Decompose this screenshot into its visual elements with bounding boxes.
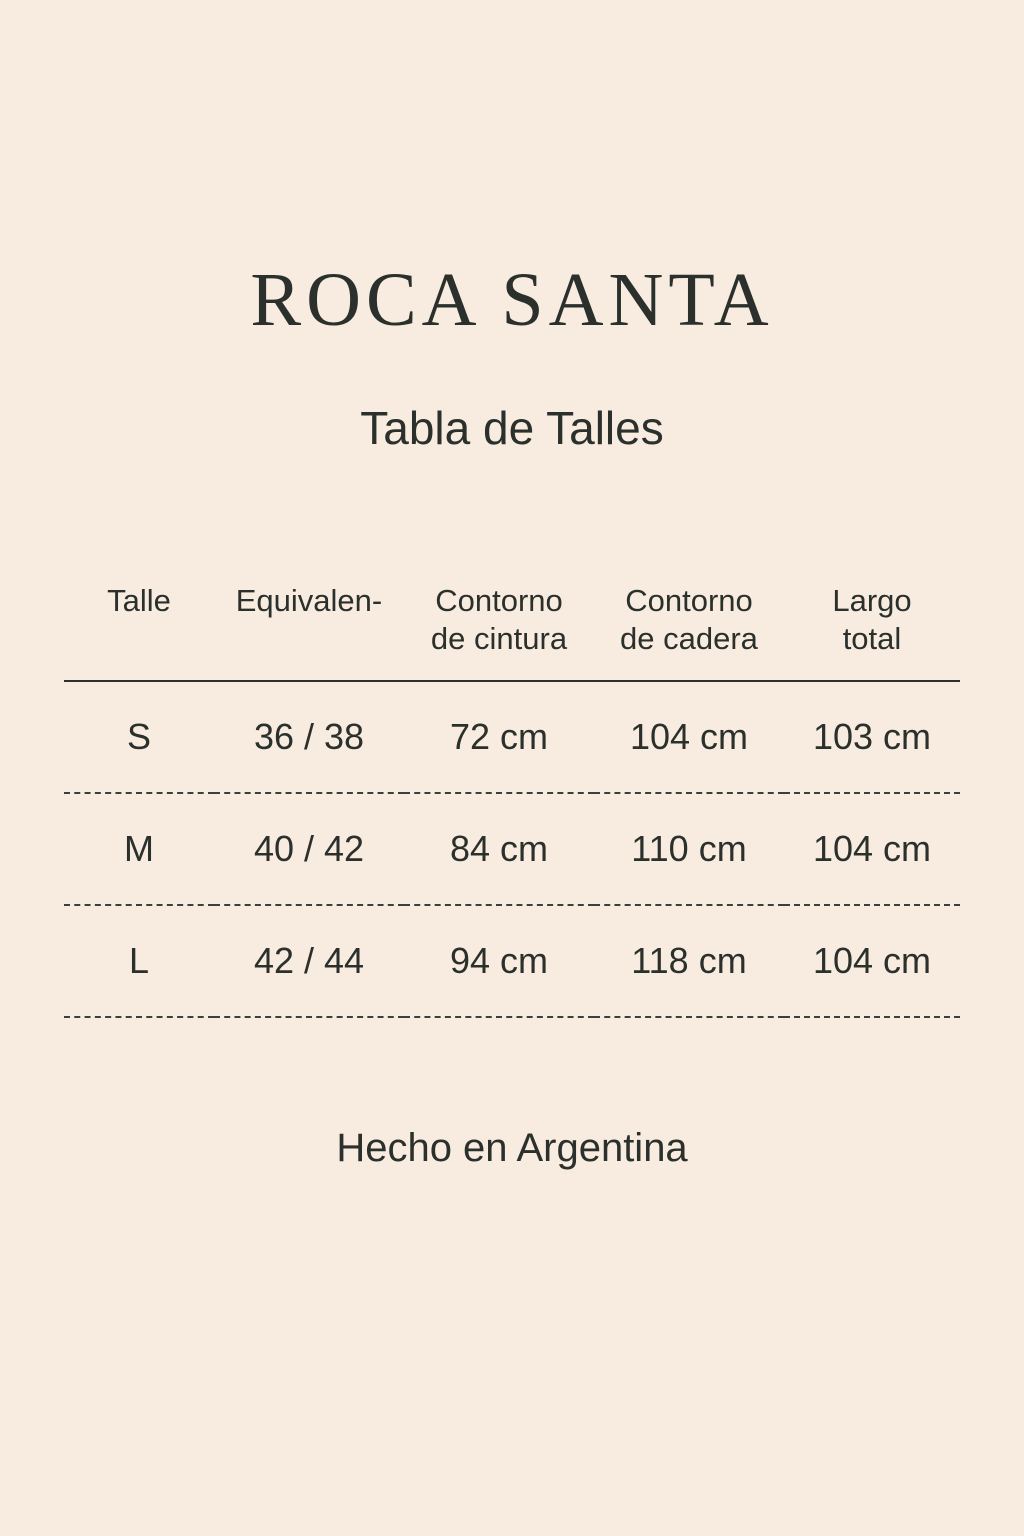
column-header-largo-total-line1: Largo <box>832 583 912 618</box>
column-header-talle-line1: Talle <box>107 583 171 618</box>
cell-contorno-cadera: 118 cm <box>594 905 784 1017</box>
footer-text: Hecho en Argentina <box>336 1126 688 1170</box>
page-subtitle: Tabla de Talles <box>360 402 664 454</box>
size-table-container <box>64 582 960 1018</box>
cell-contorno-cintura: 72 cm <box>404 681 594 793</box>
cell-equivalencia: 42 / 44 <box>214 905 404 1017</box>
column-header-largo-total-line2: total <box>842 621 902 656</box>
table-header-row <box>64 582 960 681</box>
size-table-head <box>64 582 960 681</box>
column-header-equivalencia <box>214 582 404 681</box>
column-header-largo-total <box>784 582 960 681</box>
cell-contorno-cadera: 104 cm <box>594 681 784 793</box>
cell-largo-total: 103 cm <box>784 681 960 793</box>
column-header-contorno-cadera <box>594 582 784 681</box>
column-header-contorno-cadera-line2: de cadera <box>620 621 758 656</box>
table-row <box>64 905 960 1017</box>
column-header-equivalencia-line1: Equivalen- <box>235 583 383 618</box>
column-header-contorno-cintura <box>404 582 594 681</box>
cell-contorno-cintura: 84 cm <box>404 793 594 905</box>
size-table-body <box>64 681 960 1017</box>
column-header-contorno-cintura-line2: de cintura <box>430 621 568 656</box>
column-header-contorno-cintura-line1: Contorno <box>435 583 563 618</box>
column-header-talle <box>64 582 214 681</box>
cell-largo-total: 104 cm <box>784 905 960 1017</box>
cell-talle: M <box>64 793 214 905</box>
cell-contorno-cadera: 110 cm <box>594 793 784 905</box>
table-row <box>64 681 960 793</box>
cell-talle: L <box>64 905 214 1017</box>
table-row <box>64 793 960 905</box>
brand-title: ROCA SANTA <box>250 258 774 342</box>
cell-contorno-cintura: 94 cm <box>404 905 594 1017</box>
size-table <box>64 582 960 1018</box>
cell-largo-total: 104 cm <box>784 793 960 905</box>
cell-equivalencia: 40 / 42 <box>214 793 404 905</box>
cell-equivalencia: 36 / 38 <box>214 681 404 793</box>
cell-talle: S <box>64 681 214 793</box>
column-header-contorno-cadera-line1: Contorno <box>625 583 753 618</box>
